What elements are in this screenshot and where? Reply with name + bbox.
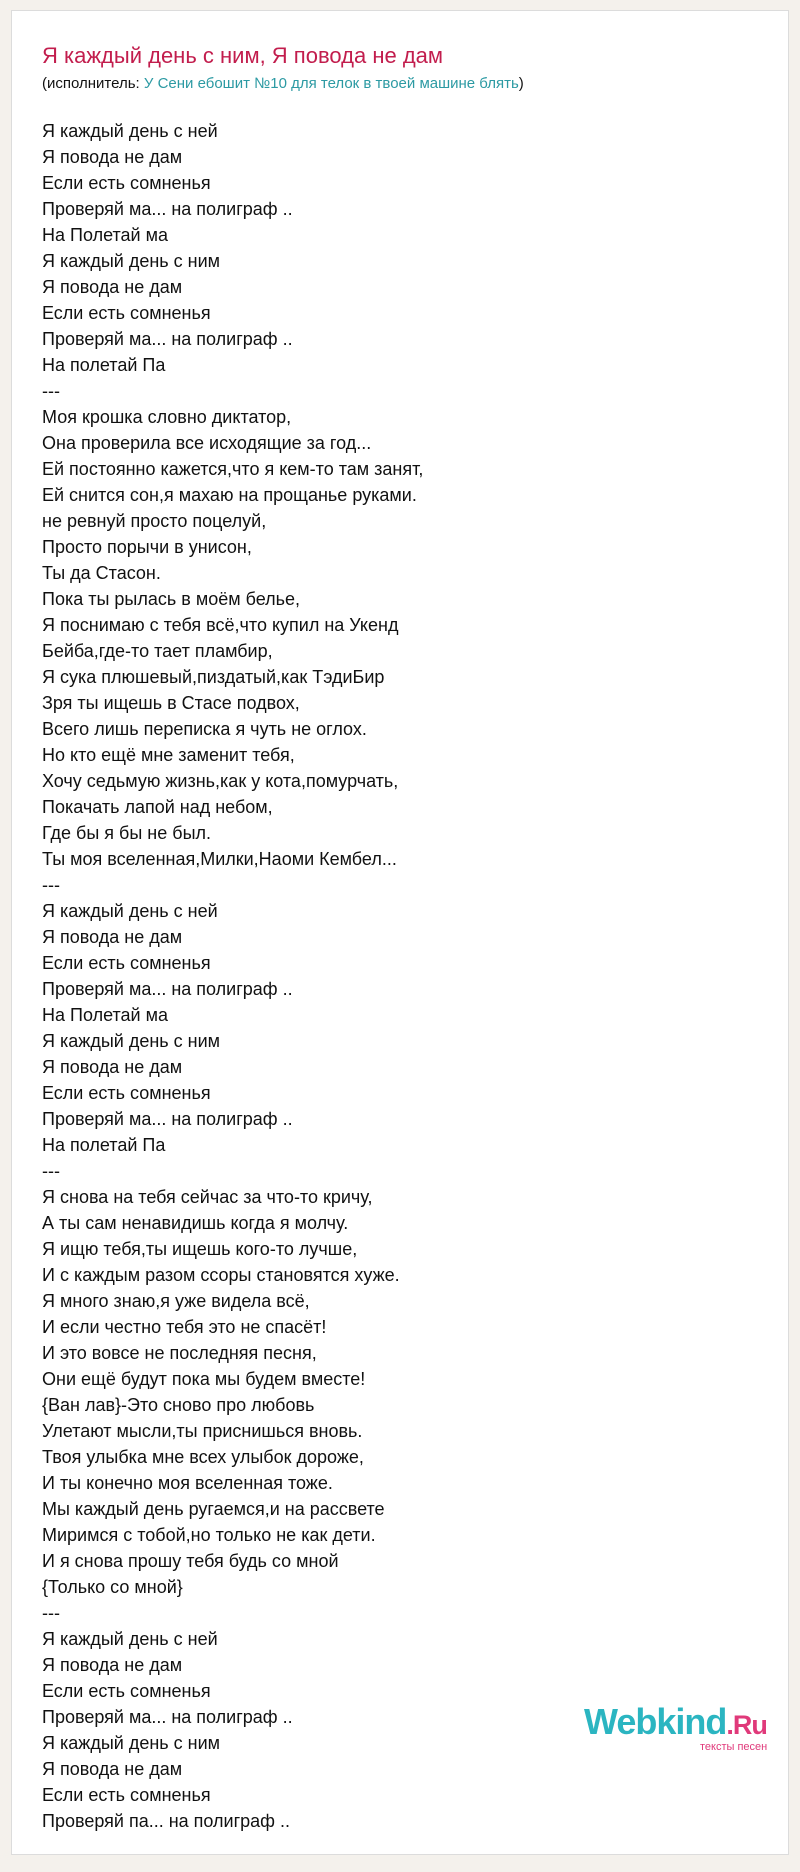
lyric-line: А ты сам ненавидишь когда я молчу. <box>42 1213 349 1233</box>
lyric-line: И это вовсе не последняя песня, <box>42 1343 317 1363</box>
lyric-line: Я повода не дам <box>42 1057 183 1077</box>
lyric-line: Ей постоянно кажется,что я кем-то там занят, <box>42 459 424 479</box>
lyric-line: Проверяй ма... на полиграф .. <box>42 979 293 999</box>
lyric-line: Я каждый день с ней <box>42 901 218 921</box>
lyric-line: Просто порычи в унисон, <box>42 537 252 557</box>
lyric-line: Я сука плюшевый,пиздатый,как ТэдиБир <box>42 667 385 687</box>
artist-suffix: ) <box>518 75 524 92</box>
lyric-line: Она проверила все исходящие за год... <box>42 433 372 453</box>
lyric-line: {Ван лав}-Это сново про любовь <box>42 1395 315 1415</box>
lyric-line: И с каждым разом ссоры становятся хуже. <box>42 1265 400 1285</box>
lyric-line: не ревнуй просто поцелуй, <box>42 511 267 531</box>
verse-separator: --- <box>42 381 60 401</box>
lyric-line: Я каждый день с ним <box>42 1733 221 1753</box>
lyric-line: На Полетай ма <box>42 225 168 245</box>
lyric-line: На Полетай ма <box>42 1005 168 1025</box>
lyric-line: Хочу седьмую жизнь,как у кота,помурчать, <box>42 771 399 791</box>
lyric-line: Моя крошка словно диктатор, <box>42 407 292 427</box>
lyric-line: Я повода не дам <box>42 1655 183 1675</box>
lyric-line: Я повода не дам <box>42 277 183 297</box>
lyric-line: Покачать лапой над небом, <box>42 797 273 817</box>
lyric-line: Я ищю тебя,ты ищешь кого-то лучше, <box>42 1239 358 1259</box>
verse-separator: --- <box>42 1161 60 1181</box>
lyric-line: Миримся с тобой,но только не как дети. <box>42 1525 376 1545</box>
logo-name: Webkind <box>584 1701 727 1742</box>
lyric-line: Пока ты рылась в моём белье, <box>42 589 301 609</box>
lyric-line: И я снова прошу тебя будь со мной <box>42 1551 339 1571</box>
lyric-line: Если есть сомненья <box>42 173 211 193</box>
lyric-line: Мы каждый день ругаемся,и на рассвете <box>42 1499 385 1519</box>
site-logo[interactable] <box>584 1701 784 1761</box>
lyric-line: Я поснимаю с тебя всё,что купил на Укенд <box>42 615 399 635</box>
lyric-line: Я повода не дам <box>42 1759 183 1779</box>
lyric-line: Всего лишь переписка я чуть не оглох. <box>42 719 367 739</box>
lyric-line: И если честно тебя это не спасёт! <box>42 1317 327 1337</box>
artist-line <box>42 75 524 93</box>
artist-prefix: (исполнитель: <box>42 75 144 92</box>
lyric-line: {Только со мной} <box>42 1577 183 1597</box>
lyric-line: Я повода не дам <box>42 927 183 947</box>
lyric-line: Твоя улыбка мне всех улыбок дороже, <box>42 1447 364 1467</box>
lyric-line: Проверяй па... на полиграф .. <box>42 1811 290 1831</box>
lyric-line: На полетай Па <box>42 1135 166 1155</box>
lyric-line: Я повода не дам <box>42 147 183 167</box>
lyric-line: Ты да Стасон. <box>42 563 161 583</box>
lyric-line: Если есть сомненья <box>42 953 211 973</box>
song-title: Я каждый день с ним, Я повода не дам <box>42 43 444 68</box>
logo-tld: .Ru <box>726 1710 767 1740</box>
lyric-line: Проверяй ма... на полиграф .. <box>42 329 293 349</box>
lyric-line: Если есть сомненья <box>42 1681 211 1701</box>
artist-link[interactable]: У Сени ебошит №10 для телок в твоей машине блять <box>143 75 519 92</box>
verse-separator: --- <box>42 1603 60 1623</box>
lyric-line: Проверяй ма... на полиграф .. <box>42 1707 293 1727</box>
lyric-line: На полетай Па <box>42 355 166 375</box>
lyric-line: Где бы я бы не был. <box>42 823 212 843</box>
lyrics-text <box>42 118 423 1834</box>
lyric-line: Ей снится сон,я махаю на прощанье руками. <box>42 485 417 505</box>
lyric-line: Ты моя вселенная,Милки,Наоми Кембел... <box>42 849 397 869</box>
lyric-line: Бейба,где-то тает пламбир, <box>42 641 273 661</box>
lyric-line: Я снова на тебя сейчас за что-то кричу, <box>42 1187 373 1207</box>
logo-tagline: тексты песен <box>700 1741 768 1753</box>
lyric-line: Проверяй ма... на полиграф .. <box>42 199 293 219</box>
lyric-line: Я каждый день с ним <box>42 251 221 271</box>
lyric-line: Если есть сомненья <box>42 303 211 323</box>
lyric-line: Я каждый день с ней <box>42 1629 218 1649</box>
lyric-line: Но кто ещё мне заменит тебя, <box>42 745 295 765</box>
verse-separator: --- <box>42 875 60 895</box>
lyric-line: Проверяй ма... на полиграф .. <box>42 1109 293 1129</box>
lyric-line: Я каждый день с ней <box>42 121 218 141</box>
lyric-line: Если есть сомненья <box>42 1083 211 1103</box>
lyrics-page <box>11 10 789 1855</box>
lyric-line: Я каждый день с ним <box>42 1031 221 1051</box>
lyric-line: И ты конечно моя вселенная тоже. <box>42 1473 333 1493</box>
lyric-line: Если есть сомненья <box>42 1785 211 1805</box>
lyric-line: Зря ты ищешь в Стасе подвох, <box>42 693 300 713</box>
lyric-line: Я много знаю,я уже видела всё, <box>42 1291 310 1311</box>
lyric-line: Улетают мысли,ты приснишься вновь. <box>42 1421 363 1441</box>
lyric-line: Они ещё будут пока мы будем вместе! <box>42 1369 366 1389</box>
logo-wordmark <box>584 1701 767 1743</box>
